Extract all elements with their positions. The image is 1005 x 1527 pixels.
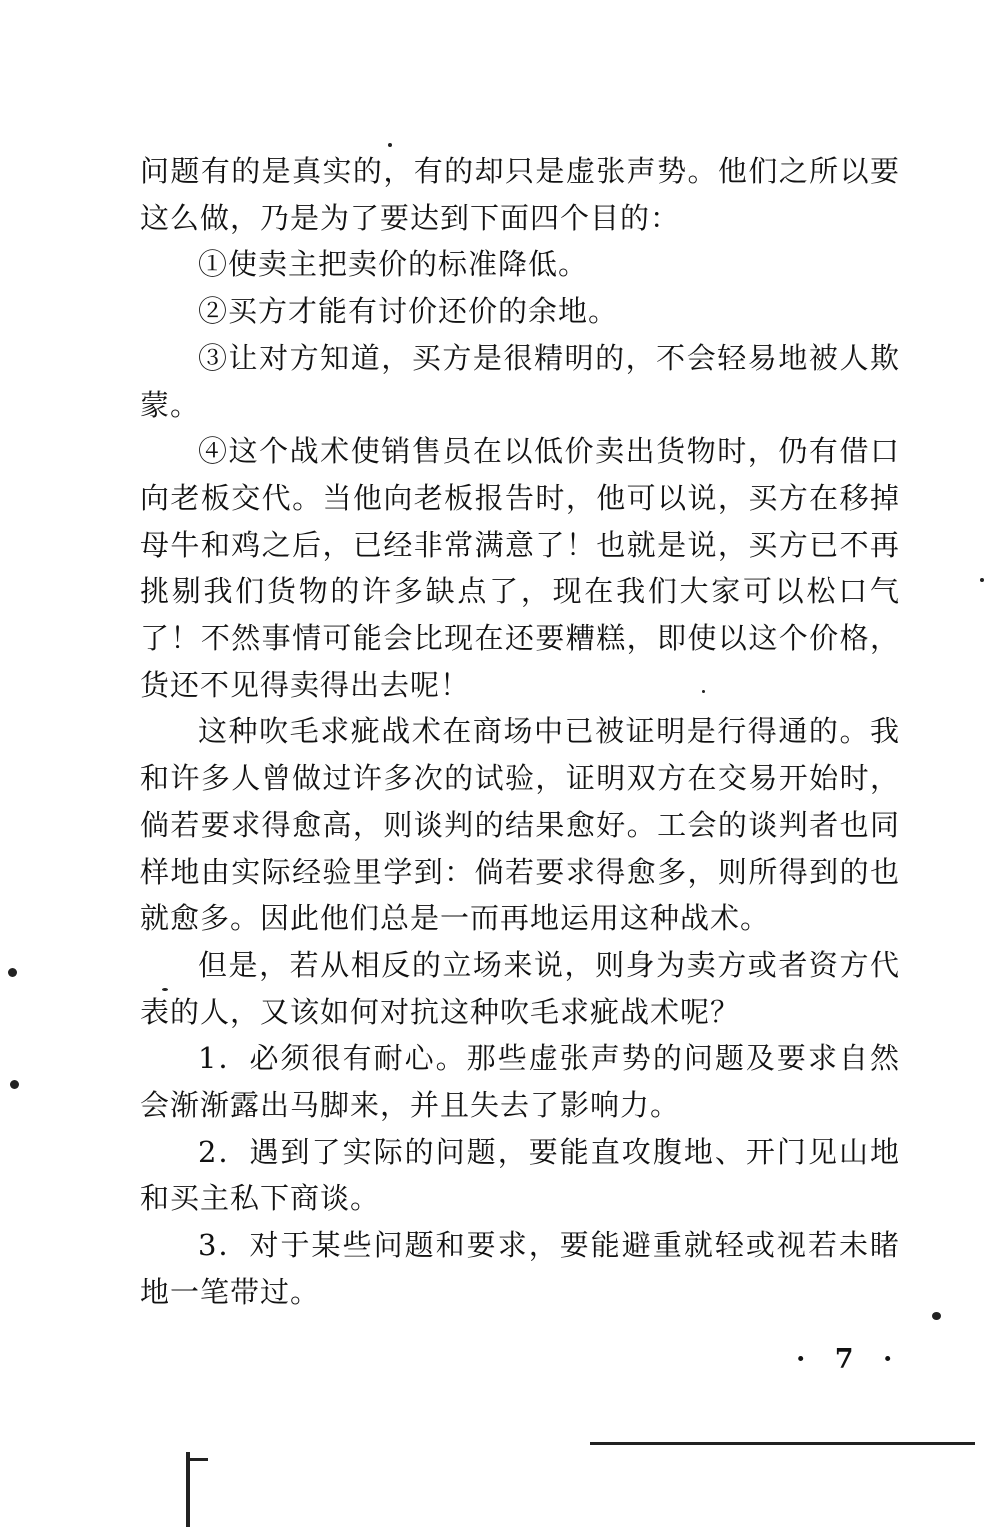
- numbered-item-3: 3．对于某些问题和要求，要能避重就轻或视若未睹地一笔带过。: [140, 1228, 900, 1309]
- page-number: · 7 ·: [796, 1344, 903, 1375]
- numbered-item-1: 1．必须很有耐心。那些虚张声势的问题及要求自然会渐渐露出马脚来，并且失去了影响力。: [140, 1041, 900, 1123]
- scan-bottom-rule: [590, 1442, 975, 1445]
- list-item-1: ①使卖主把卖价的标准降低。: [198, 247, 589, 282]
- paragraph-continuation: 问题有的是真实的，有的却只是虚张声势。他们之所以要这么做，乃是为了要达到下面四个目的：: [140, 154, 900, 235]
- list-item-4: ④这个战术使销售员在以低价卖出货物时，仍有借口向老板交代。当他向老板报告时，他可以说，买方在移掉母牛和鸡之后，已经非常满意了！也就是说，买方已不再挑剔我们货物的许多缺点了，现在我们大家可以松口气了！不然事情可能会比现在还要糟糕，即使以这个价格，货还不见得卖得出去呢！: [140, 434, 900, 702]
- scan-speck: [980, 578, 984, 582]
- scan-binding-tick: [186, 1458, 208, 1461]
- scan-speck: [932, 1312, 941, 1320]
- list-item-3: ③让对方知道，买方是很精明的，不会轻易地被人欺蒙。: [140, 340, 900, 422]
- scan-binding-edge: [186, 1452, 190, 1527]
- scan-speck: [162, 988, 168, 991]
- scan-speck: [8, 968, 17, 977]
- list-item-2: ②买方才能有讨价还价的余地。: [198, 294, 619, 329]
- scan-speck: [702, 690, 705, 693]
- paragraph-tactic-proven: 这种吹毛求疵战术在商场中已被证明是行得通的。我和许多人曾做过许多次的试验，证明双方在交易开始时，倘若要求得愈高，则谈判的结果愈好。工会的谈判者也同样地由实际经验里学到：倘若要求得愈多，则所得到的也就愈多。因此他们总是一而再地运用这种战术。: [140, 714, 900, 936]
- scan-speck: [388, 143, 392, 147]
- numbered-item-2: 2．遇到了实际的问题，要能直攻腹地、开门见山地和买主私下商谈。: [140, 1134, 900, 1216]
- scan-speck: [10, 1080, 19, 1089]
- paragraph-counter-question: 但是，若从相反的立场来说，则身为卖方或者资方代表的人，又该如何对抗这种吹毛求疵战术呢？: [140, 947, 900, 1029]
- body-text: [140, 148, 900, 1316]
